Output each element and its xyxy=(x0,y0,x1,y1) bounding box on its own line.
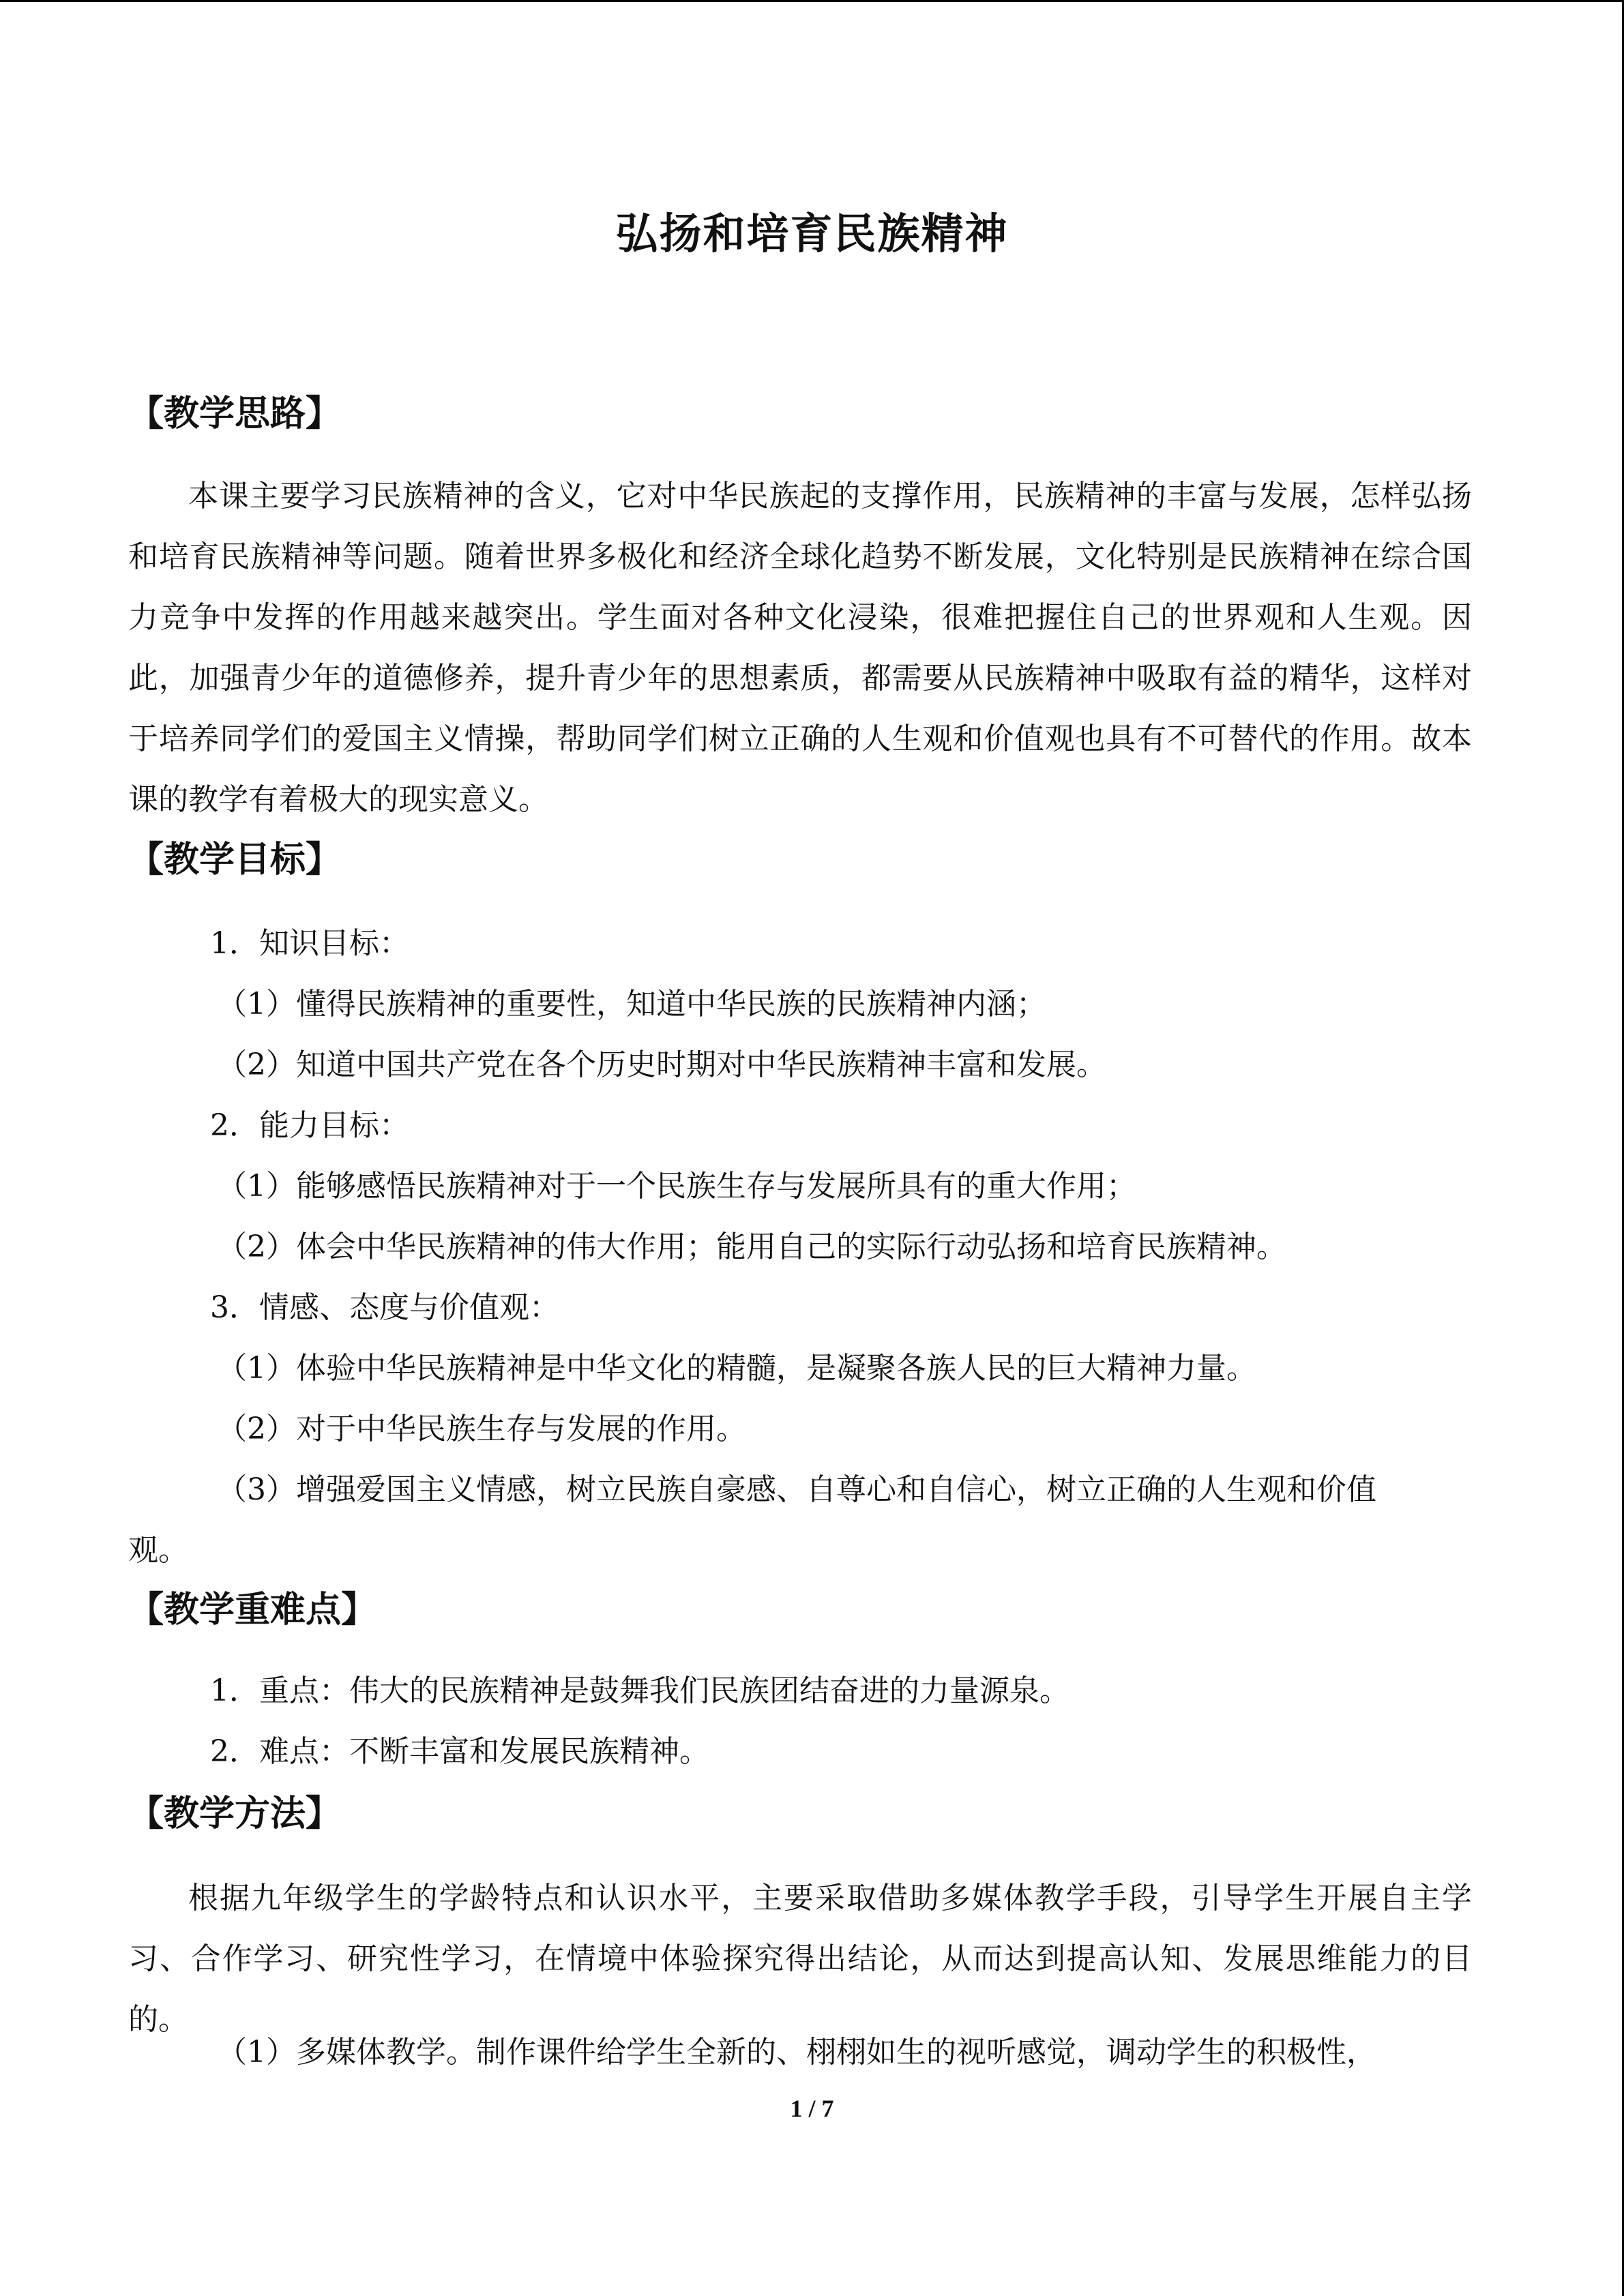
goal-ability-title: 2．能力目标： xyxy=(210,1108,409,1143)
document-title: 弘扬和培育民族精神 xyxy=(615,209,1009,258)
goal-emotion-item-2: （2）对于中华民族生存与发展的作用。 xyxy=(217,1412,746,1446)
paragraph-teaching-thinking: 本课主要学习民族精神的含义，它对中华民族起的支撑作用，民族精神的丰富与发展，怎样弘扬和培育民族精神等问题。随着世界多极化和经济全球化趋势不断发展，文化特别是民族精神在综合国力竞争中发挥的作用越来越突出。学生面对各种文化浸染，很难把握住自己的世界观和人生观。因此，加强青少年的道德修养，提升青少年的思想素质，都需要从民族精神中吸取有益的精华，这样对于培养同学们的爱国主义情操，帮助同学们树立正确的人生观和价值观也具有不可替代的作用。故本课的教学有着极大的现实意义。 xyxy=(128,479,1472,817)
goal-knowledge-item-2: （2）知道中国共产党在各个历史时期对中华民族精神丰富和发展。 xyxy=(217,1047,1106,1082)
heading-teaching-thinking: 【教学思路】 xyxy=(128,393,342,434)
goal-knowledge-item-1: （1）懂得民族精神的重要性，知道中华民族的民族精神内涵； xyxy=(217,987,1046,1022)
method-item-1: （1）多媒体教学。制作课件给学生全新的、栩栩如生的视听感觉，调动学生的积极性， xyxy=(217,2035,1376,2070)
goal-ability-item-2: （2）体会中华民族精神的伟大作用；能用自己的实际行动弘扬和培育民族精神。 xyxy=(217,1229,1286,1264)
goal-emotion-title: 3．情感、态度与价值观： xyxy=(210,1290,559,1325)
key-point-2: 2．难点：不断丰富和发展民族精神。 xyxy=(210,1734,709,1769)
heading-key-points: 【教学重难点】 xyxy=(128,1589,377,1630)
heading-teaching-goals: 【教学目标】 xyxy=(128,839,342,880)
page-number: 1 / 7 xyxy=(790,2095,834,2122)
goal-knowledge-title: 1．知识目标： xyxy=(210,926,409,961)
goal-emotion-item-1: （1）体验中华民族精神是中华文化的精髓，是凝聚各族人民的巨大精神力量。 xyxy=(217,1351,1256,1386)
goal-emotion-item-3-continued: 观。 xyxy=(128,1533,188,1568)
key-point-1: 1．重点：伟大的民族精神是鼓舞我们民族团结奋进的力量源泉。 xyxy=(210,1673,1069,1708)
goal-ability-item-1: （1）能够感悟民族精神对于一个民族生存与发展所具有的重大作用； xyxy=(217,1169,1136,1204)
goal-emotion-item-3: （3）增强爱国主义情感，树立民族自豪感、自尊心和自信心，树立正确的人生观和价值 xyxy=(217,1472,1376,1507)
heading-teaching-methods: 【教学方法】 xyxy=(128,1793,342,1834)
paragraph-teaching-methods: 根据九年级学生的学龄特点和认识水平，主要采取借助多媒体教学手段，引导学生开展自主学习、合作学习、研究性学习，在情境中体验探究得出结论，从而达到提高认知、发展思维能力的目的。 xyxy=(128,1881,1472,2037)
